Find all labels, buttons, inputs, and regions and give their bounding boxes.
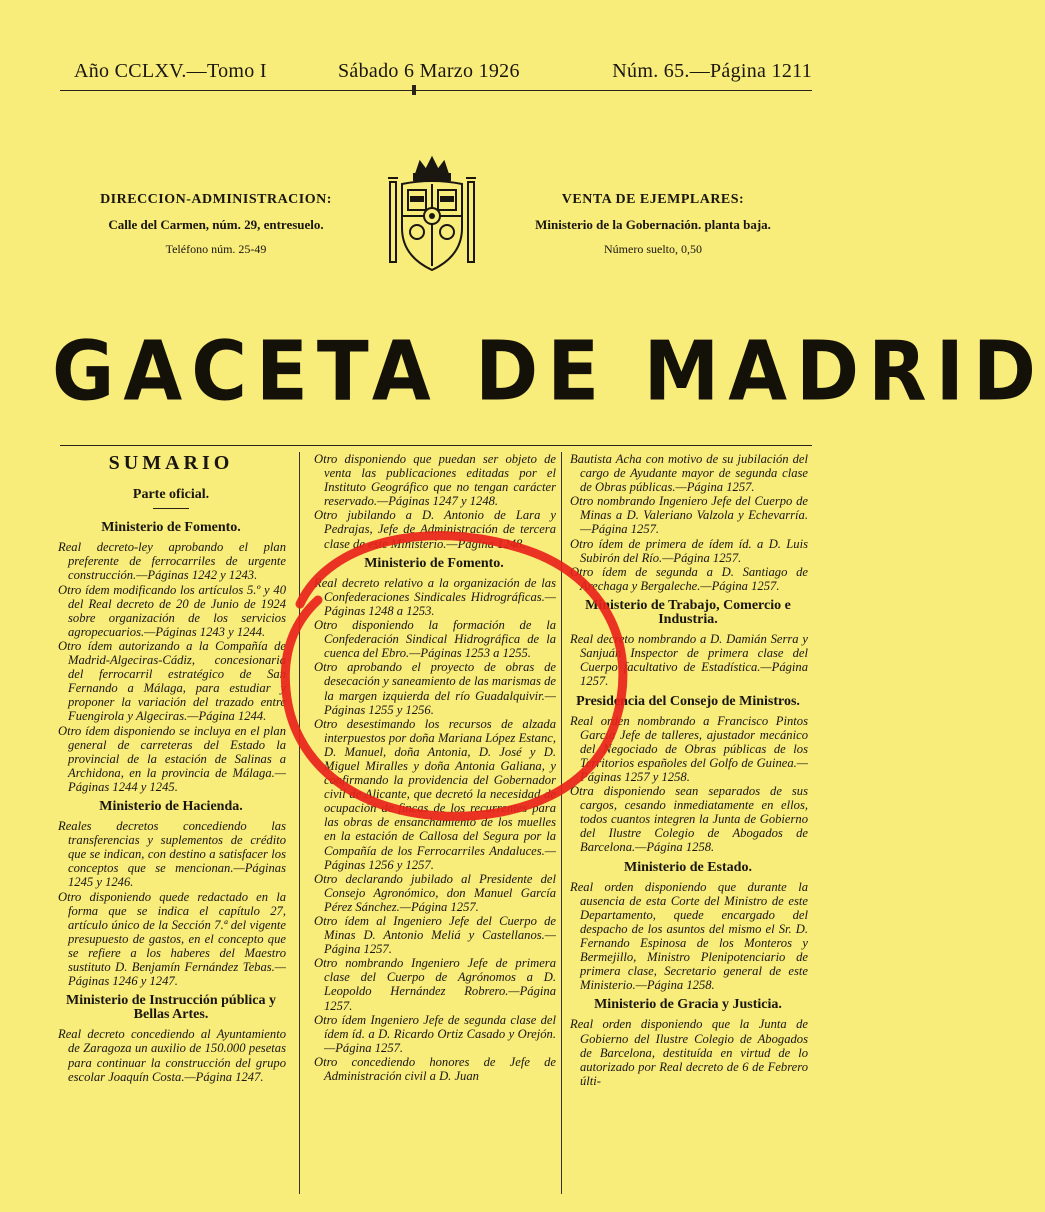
summary-entry: Otro declarando jubilado al Presidente del Consejo Agronómico, don Manuel García Pérez Sánchez.—Página 1257. bbox=[314, 871, 556, 914]
summary-entry: Otra disponiendo sean separados de sus cargos, cesando inmediatamente en ellos, todos cuantos integren la Junta de Gobierno del Ilustre Colegio de Abogados de Barcelona.—Página 1258. bbox=[570, 784, 808, 855]
column-1 bbox=[56, 452, 286, 1084]
issue-date: Sábado 6 Marzo 1926 bbox=[338, 60, 520, 82]
column-divider bbox=[299, 452, 300, 1194]
coat-of-arms-icon bbox=[380, 152, 484, 280]
summary-entry: Real decreto-ley aprobando el plan preferente de ferrocarriles de urgente construcción.—Páginas 1242 y 1243. bbox=[58, 540, 286, 583]
summary-entry: Otro disponiendo la formación de la Confederación Sindical Hidrográfica de la cuenca del Ebro.—Páginas 1253 a 1255. bbox=[314, 618, 556, 661]
summary-entry: Otro aprobando el proyecto de obras de desecación y saneamiento de las marismas de la margen izquierda del río Guadalquivir.—Páginas 1255 y 1256. bbox=[314, 660, 556, 717]
header-rule bbox=[60, 90, 812, 91]
header-rule-ornament bbox=[412, 85, 416, 95]
summary-entry: Otro nombrando Ingeniero Jefe de primera clase del Cuerpo de Agrónomos a D. Leopoldo Hernández Robrero.—Página 1257. bbox=[314, 956, 556, 1013]
section-title: Ministerio de Instrucción pública y Bellas Artes. bbox=[65, 993, 276, 1023]
sales-address: Ministerio de la Gobernación. planta baja. bbox=[535, 217, 771, 232]
summary-entry: Otro jubilando a D. Antonio de Lara y Pedrajas, Jefe de Administración de tercera clase de este Ministerio.—Página 1248. bbox=[314, 508, 556, 551]
sales-price: Número suelto, 0,50 bbox=[604, 242, 702, 256]
summary-entry: Otro concediendo honores de Jefe de Administración civil a D. Juan bbox=[314, 1054, 556, 1084]
issue-header bbox=[60, 56, 812, 86]
summary-entry: Real orden disponiendo que durante la ausencia de esta Corte del Ministro de este Departamento, quede encargado del despacho de los asuntos del mismo el Sr. D. Fernando Espinosa de los Monteros y Bermejillo, Ministro Plenipotenciario de primera clase, Secretario general de este Ministerio.—Página 1258. bbox=[570, 879, 808, 993]
section-title: Ministerio de Hacienda. bbox=[99, 798, 243, 814]
section-title: Ministerio de Estado. bbox=[624, 859, 752, 875]
summary-entry: Otro ídem de segunda a D. Santiago de Arechaga y Bergaleche.—Página 1257. bbox=[570, 564, 808, 593]
section-title: Ministerio de Trabajo, Comercio e Industria. bbox=[585, 597, 791, 628]
summary-heading: SUMARIO bbox=[108, 452, 234, 474]
summary-entry: Otro nombrando Ingeniero Jefe del Cuerpo de Minas a D. Valeriano Valzola y Echevarría.—Página 1257. bbox=[570, 494, 808, 537]
administration-block bbox=[58, 192, 374, 257]
volume-info: Año CCLXV.—Tomo I bbox=[74, 60, 267, 82]
summary-entry: Otro ídem al Ingeniero Jefe del Cuerpo de Minas D. Antonio Meliá y Castellanos.—Página 1257. bbox=[314, 914, 556, 957]
summary-entry: Real decreto nombrando a D. Damián Serra y Sanjuán Inspector de primera clase del Cuerpo facultativo de Estadística.—Página 1257. bbox=[570, 632, 808, 689]
summary-entry: Reales decretos concediendo las transferencias y suplementos de crédito que se indican, con destino a satisfacer los conceptos que se mencionan.—Páginas 1245 y 1246. bbox=[58, 819, 286, 890]
administration-heading: DIRECCION-ADMINISTRACION: bbox=[100, 192, 332, 207]
section-title: Presidencia del Consejo de Ministros. bbox=[576, 693, 800, 709]
summary-entry: Otro disponiendo que puedan ser objeto de venta las publicaciones editadas por el Instituto Geográfico que no tengan carácter reservado.—Páginas 1247 y 1248. bbox=[314, 452, 556, 509]
column-divider bbox=[561, 452, 562, 1194]
column-2 bbox=[312, 452, 556, 1083]
masthead-rule bbox=[60, 445, 812, 446]
section-title: Ministerio de Gracia y Justicia. bbox=[594, 997, 782, 1013]
section-title: Ministerio de Fomento. bbox=[364, 555, 504, 571]
summary-entry: Otro ídem disponiendo se incluya en el plan general de carreteras del Estado la provincial de la estación de Salinas a Archidona, en la provincia de Málaga.—Páginas 1244 y 1245. bbox=[58, 723, 286, 794]
summary-entry: Real decreto concediendo al Ayuntamiento de Zaragoza un auxilio de 150.000 pesetas para continuar la construcción del grupo escolar Joaquín Costa.—Página 1247. bbox=[58, 1027, 286, 1084]
section-title: Ministerio de Fomento. bbox=[101, 520, 241, 536]
summary-entry: Real orden disponiendo que la Junta de Gobierno del Ilustre Colegio de Abogados de Barcelona, destituída en virtud de lo autorizado por Real decreto de 6 de Febrero últi- bbox=[570, 1017, 808, 1088]
administration-phone: Teléfono núm. 25-49 bbox=[165, 242, 267, 256]
summary-entry: Real orden nombrando a Francisco Pintos García Jefe de talleres, ajustador mecánico del Negociado de Obras públicas de los Territorios españoles del Golfo de Guinea.—Páginas 1257 y 1258. bbox=[570, 713, 808, 784]
summary-entry: Bautista Acha con motivo de su jubilación del cargo de Ayudante mayor de segunda clase de Obras públicas.—Página 1257. bbox=[570, 452, 808, 495]
administration-address: Calle del Carmen, núm. 29, entresuelo. bbox=[108, 217, 324, 232]
summary-entry: Otro ídem Ingeniero Jefe de segunda clase del ídem íd. a D. Ricardo Ortiz Casado y Orejón.—Página 1257. bbox=[314, 1012, 556, 1055]
summary-entry: Otro ídem de primera de ídem íd. a D. Luis Subirón del Río.—Página 1257. bbox=[570, 536, 808, 565]
sales-block bbox=[500, 192, 806, 257]
masthead-title: GACETA DE MADRID bbox=[52, 322, 1045, 419]
summary-entry: Real decreto relativo a la organización de las Confederaciones Sindicales Hidrográficas.—Páginas 1248 a 1253. bbox=[314, 575, 556, 618]
summary-entry: Otro disponiendo quede redactado en la forma que se indica el capítulo 27, artículo único de la Sección 7.ª del vigente presupuesto de gastos, en el concepto que se refiere a los haberes del Maestro sustituto D. Benjamín Fernández Tebas.—Páginas 1246 y 1247. bbox=[58, 889, 286, 989]
section-dash bbox=[153, 508, 189, 509]
summary-entry: Otro ídem autorizando a la Compañía de Madrid-Algeciras-Cádiz, concesionaria del ferrocarril estratégico de San Fernando a Málaga, para estudiar y proponer la variación del trazado entre Fuengirola y Algeciras.—Página 1244. bbox=[58, 638, 286, 724]
sales-heading: VENTA DE EJEMPLARES: bbox=[561, 192, 745, 207]
summary-entry: Otro ídem modificando los artículos 5.º y 40 del Real decreto de 20 de Junio de 1924 sobre organización de los servicios agropecuarios.—Páginas 1243 y 1244. bbox=[58, 582, 286, 639]
column-3 bbox=[568, 452, 808, 1088]
issue-number: Núm. 65.—Página 1211 bbox=[612, 60, 812, 82]
official-part-heading: Parte oficial. bbox=[132, 487, 210, 503]
summary-entry: Otro desestimando los recursos de alzada interpuestos por doña Mariana López Estanc, D. Manuel, doña Antonia, D. José y D. Miguel Miralles y doña Antonia Galiana, y confirmando la providencia del Gobernador civil de Alicante, que decretó la necesidad de ocupación de fincas de los recurrentes para las obras de ensanchamiento de los muelles en la estación de Callosa del Segura por la Compañía de los Ferrocarriles Andaluces.—Páginas 1256 y 1257. bbox=[314, 716, 556, 872]
